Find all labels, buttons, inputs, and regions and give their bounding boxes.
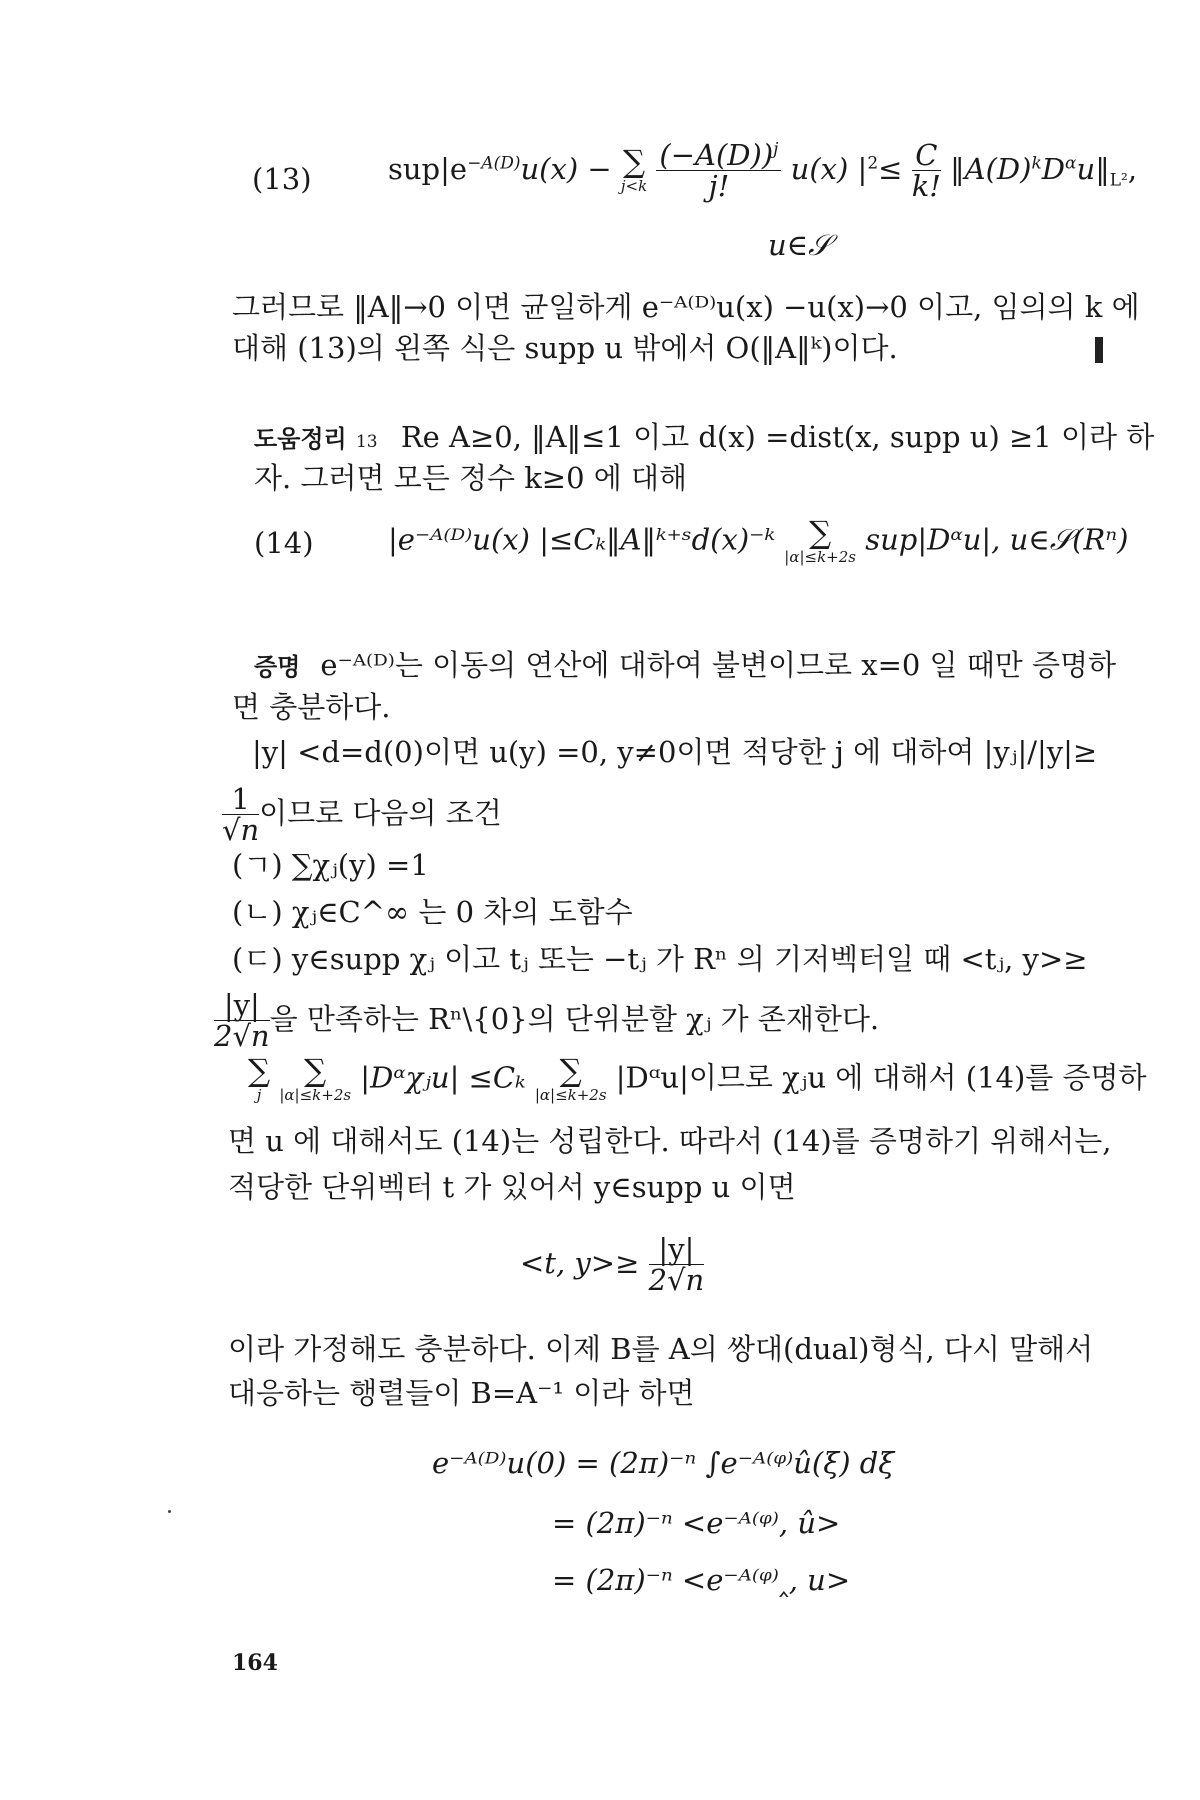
lemma-number: 13 xyxy=(355,432,378,452)
condition-a: (ㄱ) ∑χⱼ(y) =1 xyxy=(232,848,429,882)
proof-line12: 대응하는 행렬들이 B=A⁻¹ 이라 하면 xyxy=(228,1376,695,1410)
fraction: $\frac{C}{k!}$ xyxy=(911,138,941,204)
para1-line2: 대해 (13)의 왼쪽 식은 supp u 밖에서 O(‖A‖ᵏ)이다. xyxy=(232,331,1103,366)
condition-c: (ㄷ) y∈supp χⱼ 이고 tⱼ 또는 −tⱼ 가 Rⁿ 의 기저벡터일 때 <tⱼ, y>≥ xyxy=(232,942,1088,976)
proof-line3: |y| <d=d(0)이면 u(y) =0, y≠0이면 적당한 j 에 대하여 |yⱼ|/|y|≥ xyxy=(252,735,1098,769)
proof-line4: $\frac{1}{√n}$ 이므로 다음의 조건 xyxy=(222,782,502,848)
lemma-line1: 도움정리 13 Re A≥0, ‖A‖≤1 이고 d(x) =dist(x, supp u) ≥1 이라 하 xyxy=(254,420,1155,454)
proof-line1: 증명 e⁻ᴬ⁽ᴰ⁾는 이동의 연산에 대하여 불변이므로 x=0 일 때만 증명하 xyxy=(254,648,1117,682)
proof-line10: 적당한 단위벡터 t 가 있어서 y∈supp u 이면 xyxy=(228,1170,796,1204)
proof-label: 증명 xyxy=(254,653,301,681)
fraction: $\frac{|y|}{2√n}$ xyxy=(214,988,270,1054)
sum-symbol: ∑ j<k xyxy=(620,144,648,196)
inequality: <t, y>≥ $\frac{|y|}{2√n}$ xyxy=(520,1232,705,1298)
sum-symbol: ∑ |α|≤k+2s xyxy=(784,515,856,566)
condition-c-line2: $\frac{|y|}{2√n}$ 을 만족하는 Rⁿ\{0}의 단위분할 χⱼ 가 존재한다. xyxy=(214,988,880,1054)
fraction: $\frac{|y|}{2√n}$ xyxy=(648,1232,705,1298)
sum-symbol: ∑ j xyxy=(248,1053,271,1104)
eq14-formula: |e⁻ᴬ⁽ᴰ⁾u(x) |≤Cₖ‖A‖ᵏ⁺ˢd(x)⁻ᵏ ∑ |α|≤k+2s sup|Dᵅu|, u∈𝒮(Rⁿ) xyxy=(388,515,1129,566)
eq14-tag: (14) xyxy=(254,526,314,560)
lemma-line2: 자. 그러면 모든 정수 k≥0 에 대해 xyxy=(254,461,688,495)
fraction: $\frac{1}{√n}$ xyxy=(222,782,260,848)
eq13-condition: u∈𝒮 xyxy=(768,228,831,262)
proof-line2: 면 충분하다. xyxy=(232,690,391,724)
speck xyxy=(168,1510,171,1513)
sum-symbol: ∑ |α|≤k+2s xyxy=(534,1053,607,1104)
eq13-formula: $sup|e^{-A(D)}u(x)$ − ∑ j<k $\frac{(-A(D))^j}{j!}$ u(x) $|^2\le$ $\frac{C}{k!}$ $‖A(D)^kD^\alpha u‖_{L^2}$, xyxy=(388,138,1138,204)
qed-mark xyxy=(1095,337,1103,363)
integral-line1: e⁻ᴬ⁽ᴰ⁾u(0) = (2π)⁻ⁿ ∫e⁻ᴬ⁽ᵠ⁾û(ξ) dξ xyxy=(432,1446,895,1480)
para1-line1: 그러므로 ‖A‖→0 이면 균일하게 e⁻ᴬ⁽ᴰ⁾u(x) −u(x)→0 이고, 임의의 k 에 xyxy=(232,290,1140,324)
sum-symbol: ∑ |α|≤k+2s xyxy=(279,1053,352,1104)
condition-b: (ㄴ) χⱼ∈C^∞ 는 0 차의 도함수 xyxy=(232,895,633,929)
sum-line: ∑ j ∑ |α|≤k+2s |Dᵅχⱼu| ≤Cₖ ∑ |α|≤k+2s |Dᵅu|이므로 χⱼu 에 대해서 (14)를 증명하 xyxy=(248,1053,1147,1104)
proof-line11: 이라 가정해도 충분하다. 이제 B를 A의 쌍대(dual)형식, 다시 말해서 xyxy=(228,1332,1094,1366)
lemma-label: 도움정리 xyxy=(254,425,347,453)
eq13-tag: (13) xyxy=(252,162,312,196)
fraction: $\frac{(-A(D))^j}{j!}$ xyxy=(656,140,781,202)
integral-line2: = (2π)⁻ⁿ <e⁻ᴬ⁽ᵠ⁾, û> xyxy=(552,1506,841,1540)
integral-line3: = (2π)⁻ⁿ <e⁻ᴬ⁽ᵠ⁾‸, u> xyxy=(552,1563,851,1597)
page-number: 164 xyxy=(232,1650,278,1676)
proof-line9: 면 u 에 대해서도 (14)는 성립한다. 따라서 (14)를 증명하기 위해서는, xyxy=(228,1124,1112,1158)
